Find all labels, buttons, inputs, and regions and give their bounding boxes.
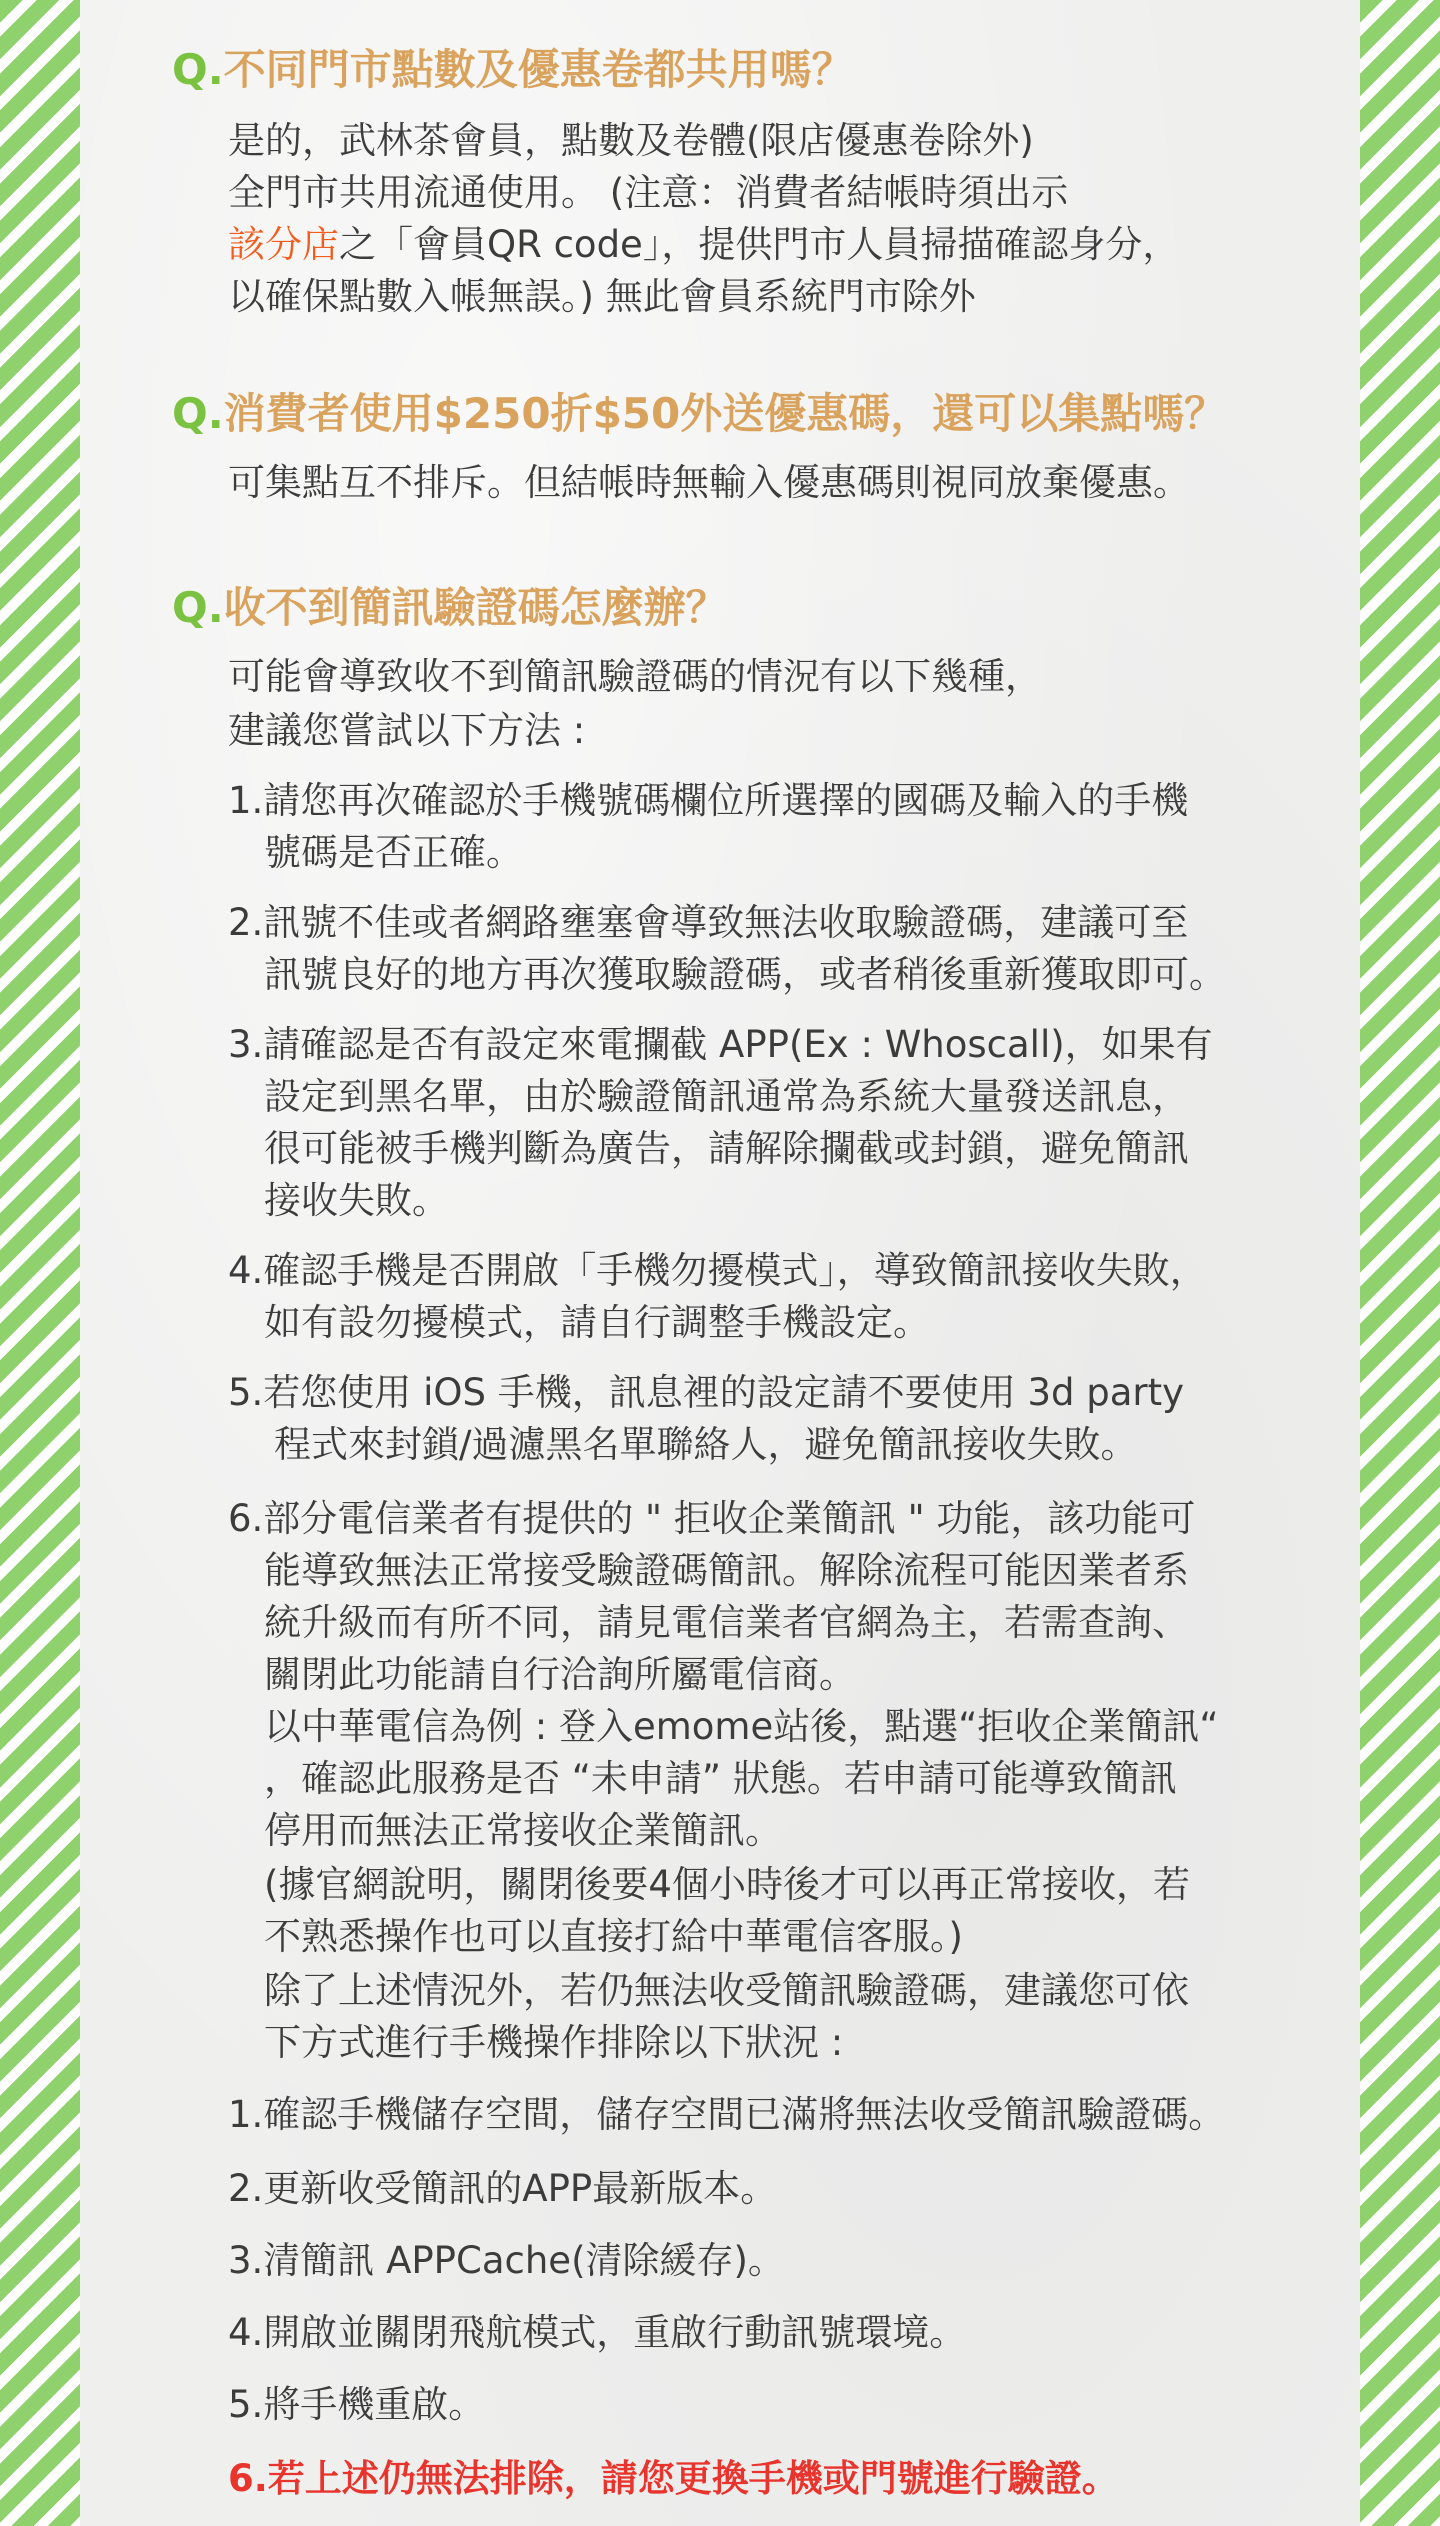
answer-line-rest: 之「會員QR code」，提供門市人員掃描確認身分， — [339, 223, 1180, 266]
q-prefix: Q. — [172, 389, 224, 438]
faq-question-1 — [172, 42, 854, 98]
question-text: 收不到簡訊驗證碼怎麼辦？ — [223, 583, 728, 632]
warning-step-item: 6.若上述仍無法排除，請您更換手機或門號進行驗證。 — [228, 2457, 1119, 2500]
list-item-cont: (據官網說明，關閉後要4個小時後才可以再正常接收，若 — [264, 1863, 1190, 1906]
step-item: 4.開啟並關閉飛航模式，重啟行動訊號環境。 — [228, 2311, 967, 2354]
list-item-cont: 很可能被手機判斷為廣告，請解除攔截或封鎖，避免簡訊 — [264, 1127, 1189, 1170]
question-text: 不同門市點數及優惠卷都共用嗎？ — [223, 45, 854, 94]
answer-line: 以確保點數入帳無誤。) 無此會員系統門市除外 — [228, 275, 976, 318]
list-item-cont: ，確認此服務是否 “未申請” 狀態。若申請可能導致簡訊 — [264, 1757, 1177, 1800]
list-item: 6.部分電信業者有提供的 " 拒收企業簡訊 " 功能，該功能可 — [228, 1497, 1196, 1540]
list-item: 5.若您使用 iOS 手機，訊息裡的設定請不要使用 3d party — [228, 1371, 1185, 1414]
left-striped-border — [0, 0, 80, 2526]
list-item-cont: 能導致無法正常接受驗證碼簡訊。解除流程可能因業者系 — [264, 1549, 1189, 1592]
list-item-cont: 下方式進行手機操作排除以下狀況 : — [264, 2021, 844, 2064]
answer-line: 可集點互不排斥。但結帳時無輸入優惠碼則視同放棄優惠。 — [228, 461, 1190, 504]
q-prefix: Q. — [172, 583, 224, 632]
answer-line — [228, 220, 1179, 270]
step-item: 3.清簡訊 APPCache(清除緩存)。 — [228, 2239, 785, 2282]
highlight-word: 該分店 — [228, 223, 339, 266]
list-item-cont: 程式來封鎖/過濾黑名單聯絡人，避免簡訊接收失敗。 — [274, 1423, 1138, 1466]
list-item-cont: 如有設勿擾模式，請自行調整手機設定。 — [264, 1301, 930, 1344]
list-item: 3.請確認是否有設定來電攔截 APP(Ex : Whoscall)，如果有 — [228, 1023, 1213, 1066]
list-item: 4.確認手機是否開啟「手機勿擾模式」，導致簡訊接收失敗， — [228, 1249, 1207, 1292]
question-text: 消費者使用$250折$50外送優惠碼，還可以集點嗎？ — [223, 389, 1227, 438]
step-item: 2.更新收受簡訊的APP最新版本。 — [228, 2167, 778, 2210]
intro-line: 可能會導致收不到簡訊驗證碼的情況有以下幾種， — [228, 655, 1042, 698]
step-item: 5.將手機重啟。 — [228, 2383, 486, 2426]
list-item-cont: 除了上述情況外，若仍無法收受簡訊驗證碼，建議您可依 — [264, 1969, 1189, 2012]
answer-line: 全門市共用流通使用。 (注意：消費者結帳時須出示 — [228, 171, 1069, 214]
step-item: 1.確認手機儲存空間，儲存空間已滿將無法收受簡訊驗證碼。 — [228, 2093, 1226, 2136]
list-item-cont: 接收失敗。 — [264, 1179, 449, 1222]
answer-line: 是的，武林茶會員，點數及卷體(限店優惠卷除外) — [228, 119, 1034, 162]
list-item-cont: 不熟悉操作也可以直接打給中華電信客服。) — [264, 1915, 963, 1958]
q-prefix: Q. — [172, 45, 224, 94]
list-item-cont: 關閉此功能請自行洽詢所屬電信商。 — [264, 1653, 856, 1696]
list-item: 2.訊號不佳或者網路壅塞會導致無法收取驗證碼，建議可至 — [228, 901, 1189, 944]
list-item: 1.請您再次確認於手機號碼欄位所選擇的國碼及輸入的手機 — [228, 779, 1189, 822]
right-striped-border — [1360, 0, 1440, 2526]
list-item-cont: 以中華電信為例 : 登入emome站後，點選“拒收企業簡訊“ — [264, 1705, 1219, 1748]
list-item-cont: 號碼是否正確。 — [264, 831, 523, 874]
list-item-cont: 統升級而有所不同，請見電信業者官網為主，若需查詢、 — [264, 1601, 1189, 1644]
faq-question-3 — [172, 580, 728, 636]
list-item-cont: 訊號良好的地方再次獲取驗證碼，或者稍後重新獲取即可。 — [264, 953, 1226, 996]
list-item-cont: 停用而無法正常接收企業簡訊。 — [264, 1809, 782, 1852]
faq-question-2 — [172, 386, 1226, 442]
intro-line: 建議您嘗試以下方法 : — [228, 709, 586, 752]
list-item-cont: 設定到黑名單，由於驗證簡訊通常為系統大量發送訊息， — [264, 1075, 1189, 1118]
